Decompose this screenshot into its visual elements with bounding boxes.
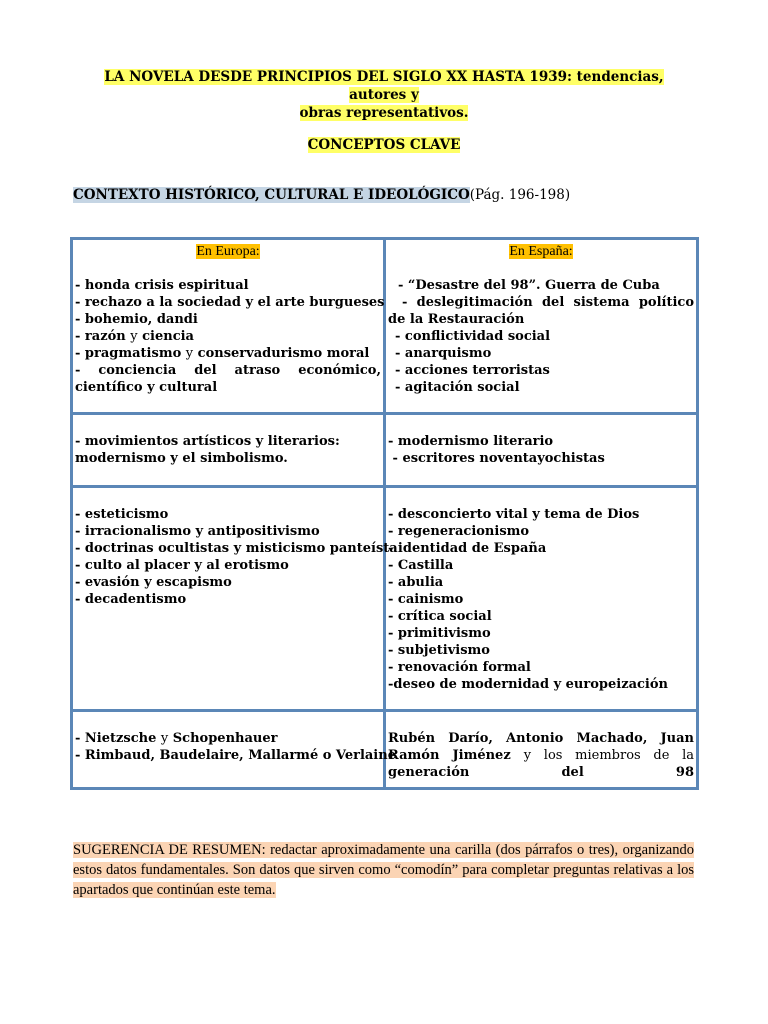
context-title: CONTEXTO HISTÓRICO, CULTURAL E IDEOLÓGICO (73, 187, 470, 203)
list-item: Rubén Darío, Antonio Machado, Juan Ramón Jiménez y los miembros de la generación del 98 (388, 731, 694, 780)
list-item: - acciones terroristas (395, 363, 550, 378)
list-item: - rechazo a la sociedad y el arte burgueses (75, 295, 385, 310)
table-row (72, 414, 698, 487)
list-item: - deslegitimación del sistema político de la Restauración (388, 295, 694, 327)
table-cell-spain-authors (385, 711, 698, 789)
list-item: - agitación social (395, 380, 520, 395)
list-item: - bohemio, dandi (75, 312, 198, 327)
table-cell-spain-themes (385, 487, 698, 711)
table-row (72, 239, 698, 414)
column-header-spain: En España: (509, 244, 573, 259)
list-item: - conciencia del atraso económico, científico y cultural (75, 363, 381, 395)
list-item: - modernismo literario (388, 434, 554, 449)
title-line-1: LA NOVELA DESDE PRINCIPIOS DEL SIGLO XX HASTA 1939: tendencias, autores y (104, 69, 664, 103)
table-cell-spain-context (385, 239, 698, 414)
list-item: - cainismo (388, 592, 464, 607)
list-item: - primitivismo (388, 626, 491, 641)
list-item: - conflictividad social (395, 329, 551, 344)
list-item: - razón y ciencia (75, 329, 194, 344)
list-item: - culto al placer y al erotismo (75, 558, 289, 573)
list-item: - evasión y escapismo (75, 575, 232, 590)
list-item: - desconcierto vital y tema de Dios (388, 507, 640, 522)
table-cell-europe-authors (72, 711, 396, 789)
table-cell-spain-movements (385, 414, 698, 487)
list-item: - Castilla (388, 558, 454, 573)
list-item: - subjetivismo (388, 643, 490, 658)
summary-suggestion (73, 840, 694, 900)
title-line-2: obras representativos. (299, 105, 469, 121)
list-item: - escritores noventayochistas (388, 451, 605, 466)
suggestion-text: SUGERENCIA DE RESUMEN: redactar aproximadamente una carilla (dos párrafos o tres), organizando estos datos fundamentales. Son datos que sirven como “comodín” para completar preguntas relativas a los apartados que continúan este tema. (73, 842, 694, 898)
table-cell-europe-themes (72, 487, 398, 711)
list-item: - doctrinas ocultistas y misticismo panteísta (75, 541, 398, 556)
list-item: -deseo de modernidad y europeización (388, 677, 668, 692)
column-header-europe: En Europa: (196, 244, 260, 259)
list-item: - crítica social (388, 609, 492, 624)
list-item: - movimientos artísticos y literarios: modernismo y el simbolismo. (75, 434, 340, 466)
list-item: - identidad de España (388, 541, 547, 556)
table-cell-europe-context (72, 239, 385, 414)
list-item: - esteticismo (75, 507, 169, 522)
list-item: - Rimbaud, Baudelaire, Mallarmé o Verlaine (75, 748, 396, 763)
list-item: - decadentismo (75, 592, 187, 607)
list-item: - “Desastre del 98”. Guerra de Cuba (398, 278, 660, 293)
list-item: - abulia (388, 575, 444, 590)
document-title (80, 68, 688, 122)
list-item: - pragmatismo y conservadurismo moral (75, 346, 370, 361)
list-item: - anarquismo (395, 346, 492, 361)
table-row (72, 711, 698, 789)
list-item: - irracionalismo y antipositivismo (75, 524, 320, 539)
list-item: - honda crisis espiritual (75, 278, 249, 293)
table-row (72, 487, 698, 711)
context-heading (73, 186, 570, 204)
context-pages: (Pág. 196-198) (469, 187, 571, 203)
list-item: - renovación formal (388, 660, 531, 675)
list-item: - regeneracionismo (388, 524, 530, 539)
key-concepts-heading: CONCEPTOS CLAVE (307, 137, 461, 153)
list-item: - Nietzsche y Schopenhauer (75, 731, 278, 746)
table-cell-europe-movements (72, 414, 385, 487)
concepts-table (70, 237, 699, 790)
